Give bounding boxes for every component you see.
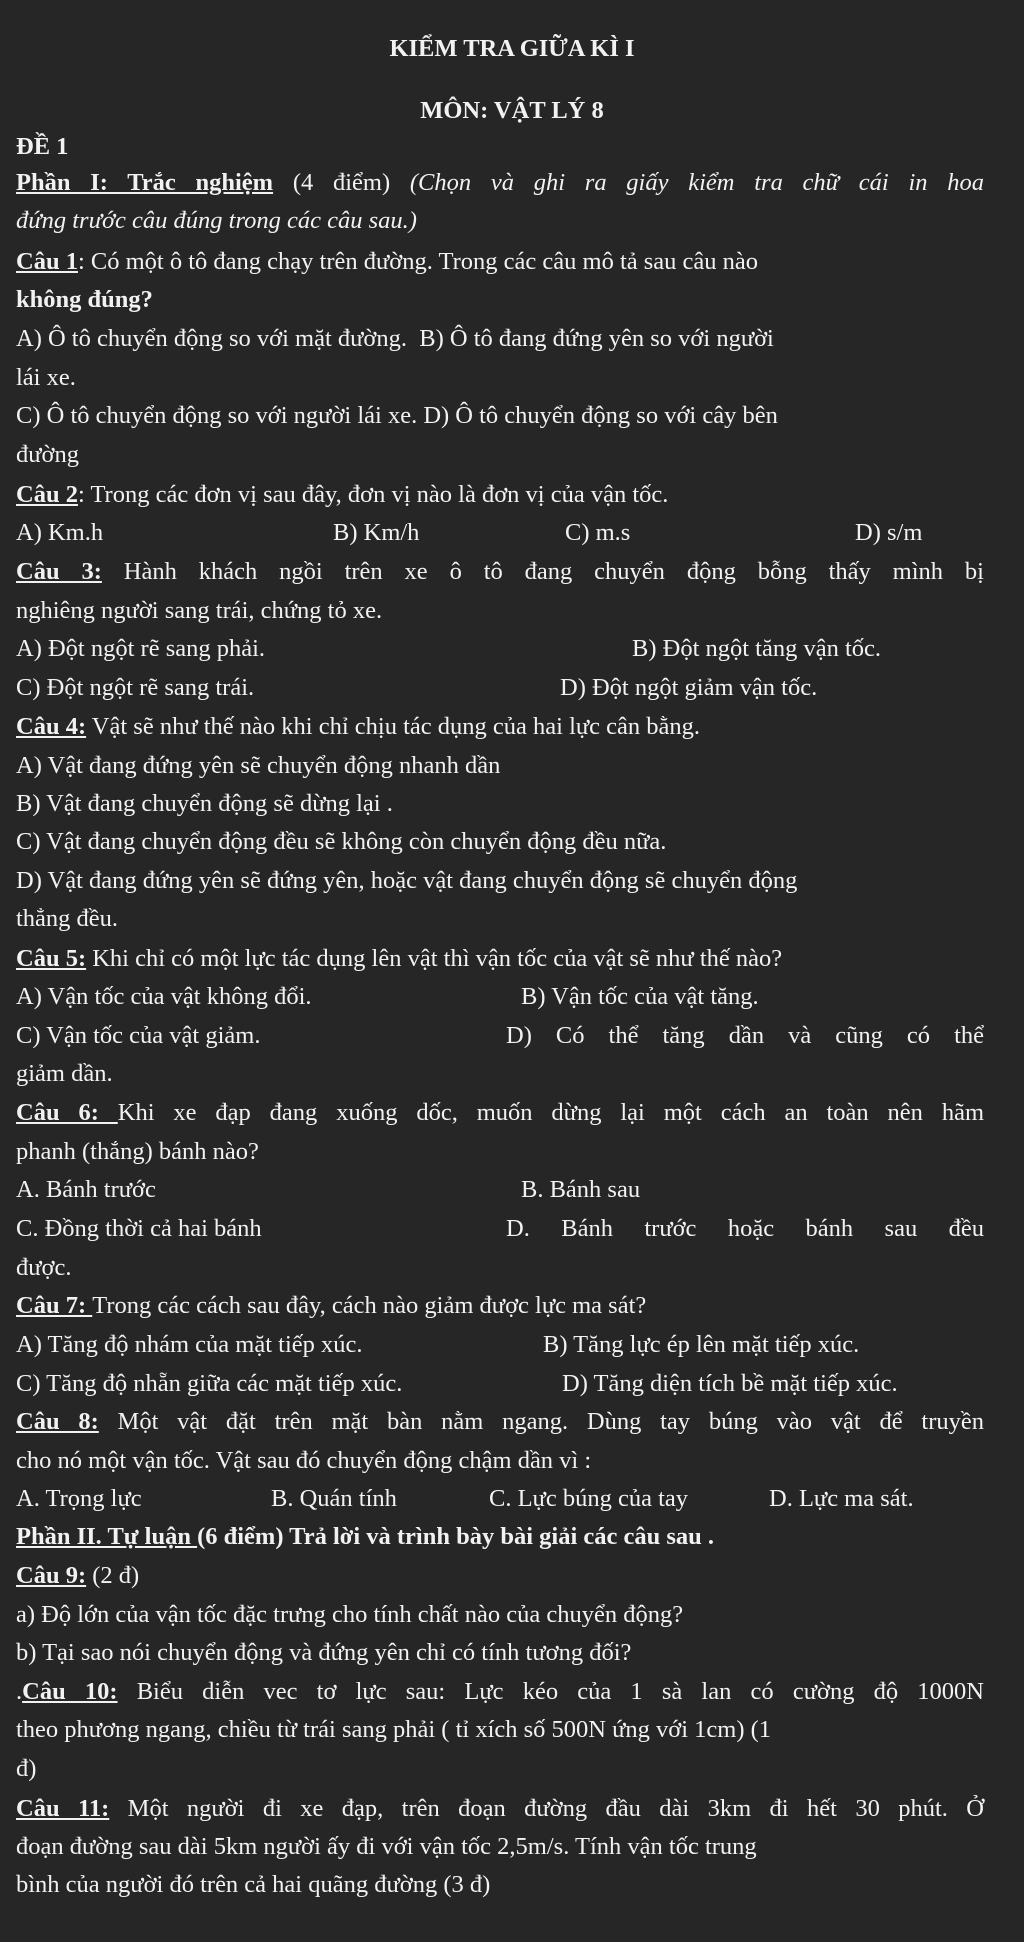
q5-question xyxy=(16,940,984,978)
q8-label: Câu 8: xyxy=(16,1408,99,1435)
q2-option-b: B) Km/h xyxy=(333,519,420,546)
q3-option-c: C) Đột ngột rẽ sang trái. xyxy=(16,674,255,701)
q11-text: Một người đi xe đạp, trên đoạn đường đầu dài 3km đi hết 30 phút. Ở xyxy=(109,1795,984,1822)
q5-option-c: C) Vận tốc của vật giảm. xyxy=(16,1022,261,1049)
part1-instruction-cont: đứng trước câu đúng trong các câu sau.) xyxy=(16,207,417,234)
q8-option-d: D. Lực ma sát. xyxy=(769,1485,914,1512)
q7-text: Trong các cách sau đây, cách nào giảm được lực ma sát? xyxy=(92,1292,647,1319)
q7-label: Câu 7: xyxy=(16,1292,93,1319)
q9-part-b: b) Tại sao nói chuyển động và đứng yên chỉ có tính tương đối? xyxy=(16,1639,632,1666)
q5-label: Câu 5: xyxy=(16,945,87,972)
q6-option-b: B. Bánh sau xyxy=(521,1176,641,1203)
q5-option-d-cont: giảm dần. xyxy=(16,1060,113,1087)
q1-option-a: A) Ô tô chuyển động so với mặt đường. xyxy=(16,325,407,352)
part1-points: (4 điểm) xyxy=(292,169,391,196)
q10-text: Biểu diễn vec tơ lực sau: Lực kéo của 1 sà lan có cường độ 1000N xyxy=(117,1678,984,1705)
q4-question xyxy=(16,708,984,746)
q3-text: Hành khách ngồi trên xe ô tô đang chuyển động bỗng thấy mình bị xyxy=(101,558,984,585)
q1-options-cd xyxy=(16,397,984,435)
q11-text-cont2: bình của người đó trên cả hai quãng đường (3 đ) xyxy=(16,1871,491,1898)
q1-question xyxy=(16,243,984,281)
q1-text: : Có một ô tô đang chạy trên đường. Trong các câu mô tả sau câu nào xyxy=(77,248,759,275)
part1-instruction: (Chọn và ghi ra giấy kiểm tra chữ cái in hoa xyxy=(409,169,985,196)
q10-question xyxy=(16,1673,984,1711)
q11-text-cont: đoạn đường sau dài 5km người ấy đi với vận tốc 2,5m/s. Tính vận tốc trung xyxy=(16,1833,757,1860)
q9-points: (2 đ) xyxy=(86,1562,140,1589)
q9-label: Câu 9: xyxy=(16,1562,87,1589)
q7-option-c: C) Tăng độ nhẵn giữa các mặt tiếp xúc. xyxy=(16,1370,403,1397)
q4-text: Vật sẽ như thế nào khi chỉ chịu tác dụng của hai lực cân bằng. xyxy=(86,713,701,740)
q3-question xyxy=(16,553,984,591)
q2-label: Câu 2 xyxy=(16,481,78,508)
q2-text: : Trong các đơn vị sau đây, đơn vị nào là đơn vị của vận tốc. xyxy=(77,481,669,508)
part1-heading-line xyxy=(16,164,984,202)
q10-prefix: . xyxy=(16,1678,23,1705)
q10-text-cont: theo phương ngang, chiều từ trái sang phải ( tỉ xích số 500N ứng với 1cm) (1 xyxy=(16,1716,772,1743)
q4-option-d-cont: thẳng đều. xyxy=(16,905,119,932)
q4-option-a: A) Vật đang đứng yên sẽ chuyển động nhanh dần xyxy=(16,752,501,779)
q1-option-b: B) Ô tô đang đứng yên so với người xyxy=(419,325,774,352)
q1-text-cont: không đúng? xyxy=(16,286,153,313)
q7-option-b: B) Tăng lực ép lên mặt tiếp xúc. xyxy=(543,1331,860,1358)
q4-option-c: C) Vật đang chuyển động đều sẽ không còn chuyển động đều nữa. xyxy=(16,828,667,855)
q2-option-d: D) s/m xyxy=(855,519,923,546)
part2-heading: Phần II. Tự luận xyxy=(16,1523,198,1550)
q1-option-d-cont: đường xyxy=(16,441,79,468)
q1-option-d: D) Ô tô chuyển động so với cây bên xyxy=(423,402,778,429)
q8-text-cont: cho nó một vận tốc. Vật sau đó chuyển động chậm dần vì : xyxy=(16,1447,592,1474)
q5-text: Khi chỉ có một lực tác dụng lên vật thì vận tốc của vật sẽ như thế nào? xyxy=(86,945,783,972)
q5-option-d: D) Có thể tăng dần và cũng có thể xyxy=(506,1022,984,1049)
q3-option-b: B) Đột ngột tăng vận tốc. xyxy=(632,635,882,662)
q8-option-a: A. Trọng lực xyxy=(16,1485,142,1512)
q3-text-cont: nghiêng người sang trái, chứng tỏ xe. xyxy=(16,597,383,624)
part1-heading: Phần I: Trắc nghiệm xyxy=(16,169,274,196)
q5-option-b: B) Vận tốc của vật tăng. xyxy=(521,983,759,1010)
q6-option-a: A. Bánh trước xyxy=(16,1176,156,1203)
q9-question xyxy=(16,1557,984,1595)
q1-label: Câu 1 xyxy=(16,248,78,275)
q10-label: Câu 10: xyxy=(22,1678,118,1705)
part2-heading-line xyxy=(16,1518,984,1556)
q11-question xyxy=(16,1790,984,1828)
q6-label: Câu 6: xyxy=(16,1099,118,1126)
q6-text: Khi xe đạp đang xuống dốc, muốn dừng lại một cách an toàn nên hãm xyxy=(117,1099,985,1126)
q4-option-d: D) Vật đang đứng yên sẽ đứng yên, hoặc vật đang chuyển động sẽ chuyển động xyxy=(16,867,798,894)
q7-option-a: A) Tăng độ nhám của mặt tiếp xúc. xyxy=(16,1331,363,1358)
q6-option-d-cont: được. xyxy=(16,1254,72,1281)
q3-option-a: A) Đột ngột rẽ sang phải. xyxy=(16,635,266,662)
q1-option-b-cont: lái xe. xyxy=(16,364,76,391)
q6-option-c: C. Đồng thời cả hai bánh xyxy=(16,1215,262,1242)
exam-title: KIỂM TRA GIỮA KÌ I xyxy=(389,35,635,62)
q9-part-a: a) Độ lớn của vận tốc đặc trưng cho tính chất nào của chuyển động? xyxy=(16,1601,684,1628)
q1-option-c: C) Ô tô chuyển động so với người lái xe. xyxy=(16,402,418,429)
q6-option-d: D. Bánh trước hoặc bánh sau đều xyxy=(506,1215,984,1242)
part2-text: (6 điểm) Trả lời và trình bày bài giải các câu sau . xyxy=(197,1523,715,1550)
q4-label: Câu 4: xyxy=(16,713,87,740)
q6-question xyxy=(16,1094,984,1132)
q2-option-c: C) m.s xyxy=(565,519,631,546)
q3-option-d: D) Đột ngột giảm vận tốc. xyxy=(560,674,818,701)
q11-label: Câu 11: xyxy=(16,1795,110,1822)
q4-option-b: B) Vật đang chuyển động sẽ dừng lại . xyxy=(16,790,393,817)
exam-code: ĐỀ 1 xyxy=(16,133,69,160)
q7-option-d: D) Tăng diện tích bề mặt tiếp xúc. xyxy=(562,1370,898,1397)
q5-option-a: A) Vận tốc của vật không đổi. xyxy=(16,983,312,1010)
q1-options-ab xyxy=(16,320,984,358)
q8-option-b: B. Quán tính xyxy=(271,1485,397,1512)
q6-text-cont: phanh (thắng) bánh nào? xyxy=(16,1138,259,1165)
q7-question xyxy=(16,1287,984,1325)
q8-option-c: C. Lực búng của tay xyxy=(489,1485,689,1512)
q2-question xyxy=(16,476,984,514)
q8-text: Một vật đặt trên mặt bàn nằm ngang. Dùng tay búng vào vật để truyền xyxy=(98,1408,984,1435)
q8-question xyxy=(16,1403,984,1441)
exam-subject: MÔN: VẬT LÝ 8 xyxy=(420,97,604,124)
q10-text-cont2: đ) xyxy=(16,1755,37,1782)
q2-option-a: A) Km.h xyxy=(16,519,104,546)
q3-label: Câu 3: xyxy=(16,558,102,585)
